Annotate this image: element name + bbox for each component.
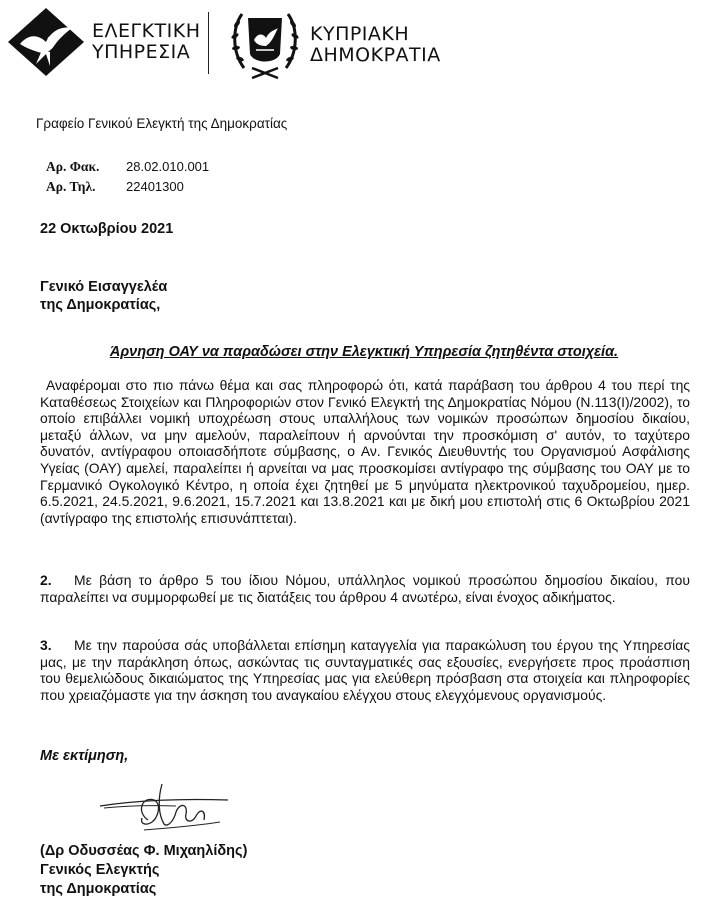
audit-office-name — [92, 21, 201, 63]
signer-title-line2: της Δημοκρατίας — [40, 881, 157, 897]
letter-date: 22 Οκτωβρίου 2021 — [40, 221, 174, 237]
paragraph-3 — [40, 637, 690, 703]
letterhead-republic — [226, 6, 441, 84]
letterhead-right-line1: ΚΥΠΡΙΑΚΗ — [310, 23, 410, 45]
paragraph-2-number: 2. — [40, 572, 52, 588]
subject-line: Άρνηση ΟΑΥ να παραδώσει στην Ελεγκτική Υπηρεσία ζητηθέντα στοιχεία. — [109, 344, 619, 360]
paragraph-1: Αναφέρομαι στο πιο πάνω θέμα και σας πληροφορώ ότι, κατά παράβαση του άρθρου 4 του περί της Καταθέσεως Στοιχείων και Πληροφοριών στον Γενικό Ελεγκτή της Δημοκρατίας Νόμου (Ν.113(Ι)/2002), το οποίο επιβάλλει νομική υποχρέωση στους υπαλλήλους των νομικών προσώπων δημοσίου δικαίου, μεταξύ άλλων, να μην αμελούν, παραλείπουν ή αρνούνται την προσκόμιση σ' αυτόν, το ταχύτερο δυνατόν, αντίγραφου οποιασδήποτε σύμβασης, ο Αν. Γενικός Διευθυντής του Οργανισμού Ασφάλισης Υγείας (ΟΑΥ) αμελεί, παραλείπει ή αρνείται να μας προσκομίσει αντίγραφο της σύμβασης του ΟΑΥ με το Γερμανικό Ογκολογικό Κέντρο, η οποία έχει ζητηθεί με 5 μηνύματα ηλεκτρονικού ταχυδρομείου, ημερ. 6.5.2021, 24.5.2021, 9.6.2021, 15.7.2021 και 13.8.2021 και με δική μου επιστολή στις 6 Οκτωβρίου 2021 (αντίγραφο της επιστολής επισυνάπτεται). — [40, 377, 690, 526]
audit-office-eagle-icon — [6, 6, 86, 78]
recipient-block — [40, 278, 167, 314]
paragraph-3-text: Με την παρούσα σάς υποβάλλεται επίσημη καταγγελία για παρακώλυση του έργου της Υπηρεσίας μας, με την παράκληση όπως, ασκώντας τις συνταγματικές σας εξουσίες, ενεργήσετε προς προάσπιση του θεμελιώδους δικαιώματος της Υπηρεσίας μας για ελεύθερη πρόσβαση στα στοιχεία και πληροφορίες που χρειαζόμαστε για την άσκηση του αναγκαίου ελέγχου στους ελεγχόμενους οργανισμούς. — [40, 637, 690, 703]
paragraph-3-number: 3. — [40, 637, 52, 653]
recipient-line1: Γενικό Εισαγγελέα — [40, 279, 168, 295]
office-line: Γραφείο Γενικού Ελεγκτή της Δημοκρατίας — [36, 116, 288, 131]
letterhead-audit-office — [6, 6, 201, 78]
cyprus-coat-of-arms-icon — [226, 6, 304, 84]
letterhead-left-line2: ΥΠΗΡΕΣΙΑ — [92, 41, 191, 63]
recipient-line2: της Δημοκρατίας, — [40, 297, 161, 313]
republic-name — [310, 24, 441, 66]
closing-line: Με εκτίμηση, — [40, 748, 129, 764]
signer-title-line1: Γενικός Ελεγκτής — [40, 862, 160, 878]
phone-label: Αρ. Τηλ. — [46, 179, 96, 194]
paragraph-2-text: Με βάση το άρθρο 5 του ίδιου Νόμου, υπάλληλος νομικού προσώπου δημοσίου δικαίου, που παραλείπει να συμμορφωθεί με τις διατάξεις του άρθρου 4 ανωτέρω, είναι ένοχος αδικήματος. — [40, 572, 690, 605]
file-number-label: Αρ. Φακ. — [46, 159, 100, 174]
file-number-value: 28.02.010.001 — [126, 159, 210, 174]
reference-block — [46, 157, 209, 197]
reference-row — [46, 157, 209, 177]
reference-row — [46, 177, 209, 197]
paragraph-2 — [40, 572, 690, 605]
letterhead-divider — [208, 12, 209, 74]
signer-name: (Δρ Οδυσσέας Φ. Μιχαηλίδης) — [40, 843, 248, 859]
letterhead-right-line2: ΔΗΜΟΚΡΑΤΙΑ — [310, 44, 441, 66]
phone-value: 22401300 — [126, 179, 184, 194]
signer-block — [40, 842, 247, 899]
letterhead-left-line1: ΕΛΕΓΚΤΙΚΗ — [92, 20, 201, 42]
handwritten-signature-icon — [96, 772, 236, 842]
